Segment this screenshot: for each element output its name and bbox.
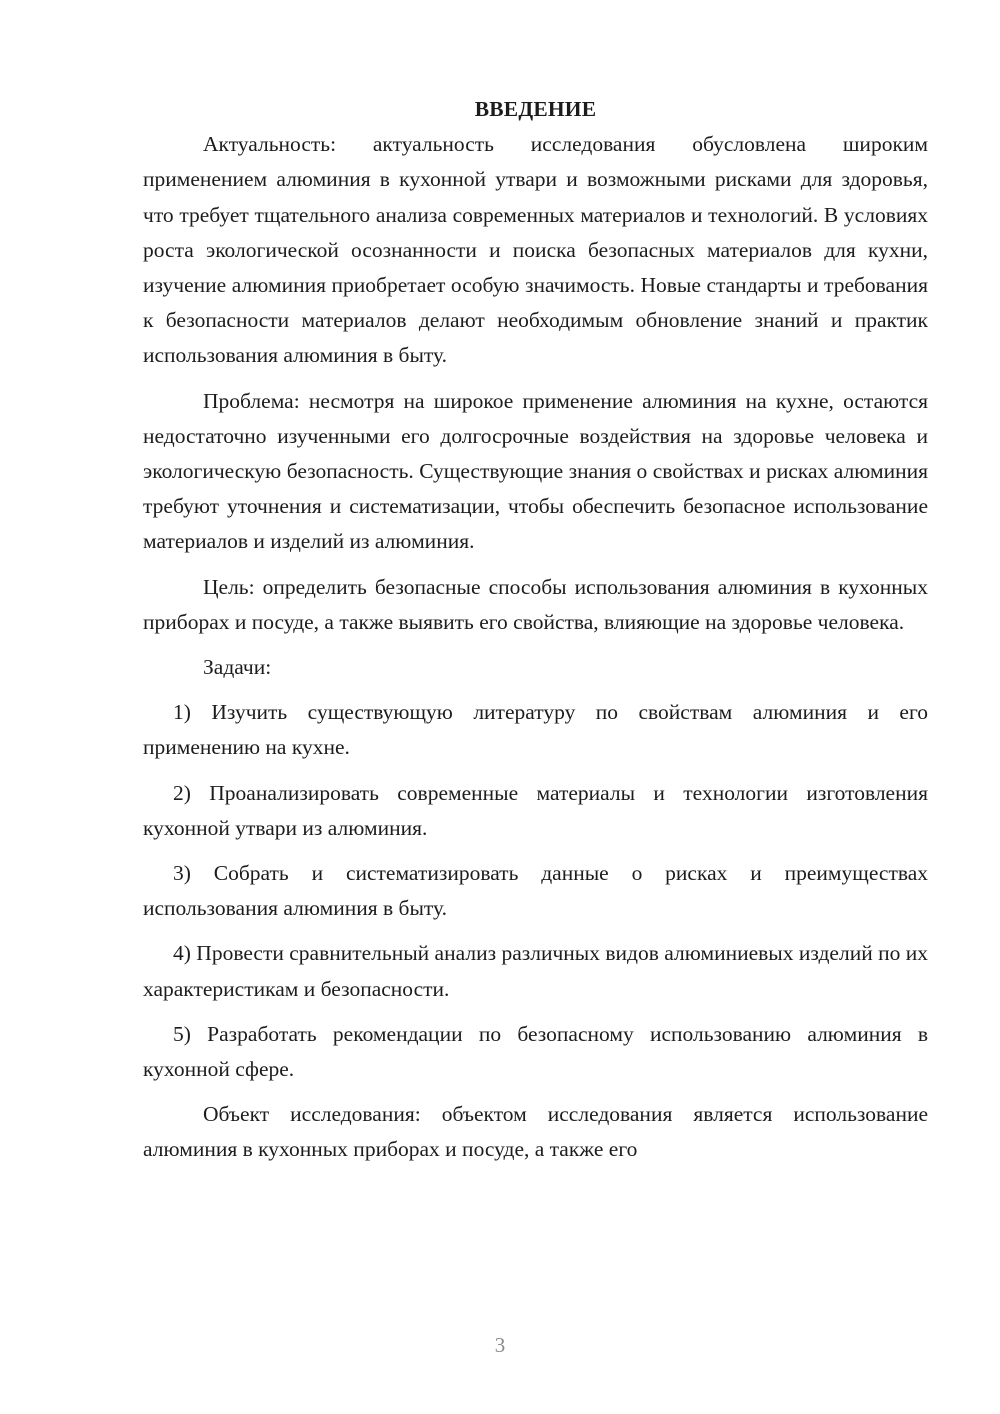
task-item-5: 5) Разработать рекомендации по безопасному использованию алюминия в кухонной сфере. <box>143 1021 928 1082</box>
task-item-3: 3) Собрать и систематизировать данные о рисках и преимуществах использования алюминия в быту. <box>143 861 928 921</box>
tasks-heading: Задачи: <box>203 655 272 680</box>
task-item-1: 1) Изучить существующую литературу по свойствам алюминия и его применению на кухне. <box>143 700 928 760</box>
task-item-2: 2) Проанализировать современные материалы и технологии изготовления кухонной утвари из алюминия. <box>143 780 928 840</box>
page-content <box>143 92 928 1178</box>
paragraph-problem: Проблема: несмотря на широкое применение алюминия на кухне, остаются недостаточно изученными его долгосрочные воздействия на здоровье человека и экологическую безопасность. Существующие знания о свойствах и рисках алюминия требуют уточнения и систематизации, чтобы обеспечить безопасное использование материалов и изделий из алюминия. <box>143 388 928 554</box>
page-number: 3 <box>494 1333 506 1357</box>
paragraph-goal: Цель: определить безопасные способы использования алюминия в кухонных приборах и посуде, а также выявить его свойства, влияющие на здоровье человека. <box>143 574 928 634</box>
paragraph-object: Объект исследования: объектом исследования является использование алюминия в кухонных приборах и посуде, а также его <box>143 1102 928 1162</box>
task-item-4: 4) Провести сравнительный анализ различных видов алюминиевых изделий по их характеристикам и безопасности. <box>143 941 928 1001</box>
paragraph-relevance: Актуальность: актуальность исследования обусловлена широким применением алюминия в кухонной утвари и возможными рисками для здоровья, что требует тщательного анализа современных материалов и технологий. В условиях роста экологической осознанности и поиска безопасных материалов для кухни, изучение алюминия приобретает особую значимость. Новые стандарты и требования к безопасности материалов делают необходимым обновление знаний и практик использования алюминия в быту. <box>143 132 928 368</box>
page-title: ВВЕДЕНИЕ <box>474 97 597 121</box>
